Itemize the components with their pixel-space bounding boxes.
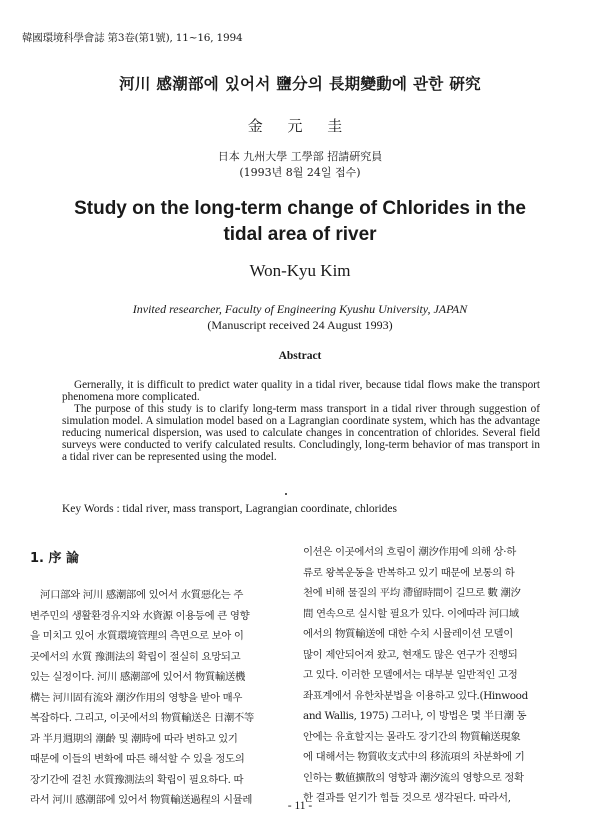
text-line: and Wallis, 1975) 그러나, 이 방법은 몇 半日潮 동 — [303, 710, 527, 722]
text-line: 인하는 數値擴散의 영향과 潮汐流의 영향으로 정확 — [303, 771, 524, 784]
left-column — [30, 585, 290, 811]
abstract-paragraph: Gernerally, it is difficult to predict water quality in a tidal river, because tidal flows make the transport phenomena more complicated. — [62, 379, 540, 403]
journal-citation: 韓國環境科學會誌 第3卷(第1號), 11~16, 1994 — [22, 32, 243, 44]
abstract-heading: Abstract — [278, 350, 322, 362]
korean-received-date: (1993년 8월 24일 접수) — [239, 166, 361, 179]
text-line: 에 대해서는 物質收支式中의 移流項의 차분화에 기 — [303, 751, 525, 763]
text-line: 장기간에 걸친 水質豫測法의 확립이 필요하다. 따 — [30, 773, 244, 786]
text-line: 천에 비해 물질의 平均 滯留時間이 길므로 數 潮汐 — [303, 587, 521, 599]
korean-title: 河川 感潮部에 있어서 鹽分의 長期變動에 관한 硏究 — [119, 75, 481, 93]
abstract-paragraph: The purpose of this study is to clarify long-term mass transport in a tidal river through suggestion of simulation model. A simulation model based on a Lagrangian coordinate system, which has the advantage reducing numerical dispersion, was used to calculate changes in concentration of chlorides. Several field surveys were conducted to verify calculated results. Concludingly, long-term behavior of mas transport in a tidal river can be represented using the model. — [62, 403, 540, 463]
abstract-body — [62, 379, 540, 463]
section-heading: 1. 序 論 — [30, 551, 80, 566]
keywords: Key Words : tidal river, mass transport, Lagrangian coordinate, chlorides — [62, 503, 397, 515]
text-line: 이션은 이곳에서의 흐림이 潮汐作用에 의해 상·하 — [303, 546, 516, 558]
text-line: 많이 제안되어져 왔고, 현재도 많은 연구가 진행되 — [303, 648, 518, 661]
text-line: 을 미치고 있어 水質環境管理의 측면으로 보아 이 — [30, 630, 244, 642]
text-line: 있는 실정이다. 河川 感潮部에 있어서 物質輸送機 — [30, 671, 245, 683]
text-line: 構는 河川固有流와 潮汐作用의 영향을 받아 매우 — [30, 691, 243, 704]
text-line: 라서 河川 感潮部에 있어서 物質輸送過程의 시뮬레 — [30, 794, 253, 806]
text-line: 河口部와 河川 感潮部에 있어서 水質惡化는 주 — [30, 589, 244, 601]
korean-author: 金 元 圭 — [247, 117, 353, 135]
english-received-date: (Manuscript received 24 August 1993) — [207, 318, 393, 332]
text-line: 間 연속으로 실시할 필요가 있다. 이에따라 河口域 — [303, 607, 519, 620]
english-author: Won-Kyu Kim — [249, 261, 351, 280]
text-line: 때문에 이들의 변화에 따른 해석할 수 있을 정도의 — [30, 753, 245, 765]
text-line: 한 결과를 얻기가 힘들 것으로 생각된다. 따라서, — [303, 792, 511, 804]
english-title: Study on the long-term change of Chlorides in the tidal area of river — [74, 198, 526, 245]
text-line: 곳에서의 水質 豫測法의 확립이 절실히 요망되고 — [30, 650, 241, 663]
text-line: 복잡하다. 그리고, 이곳에서의 物質輸送은 日潮不等 — [30, 712, 254, 724]
text-line: 과 半月週期의 潮齡 및 潮時에 따라 변하고 있기 — [30, 732, 238, 745]
right-column — [303, 542, 565, 809]
text-line: 좌표계에서 유한차분법을 이용하고 있다.(Hinwood — [303, 689, 528, 702]
text-line: 고 있다. 이러한 모델에서는 대부분 일반적인 고정 — [303, 669, 518, 681]
text-line: 안에는 유효할지는 몰라도 장기간의 物質輸送現象 — [303, 730, 521, 743]
english-affiliation: Invited researcher, Faculty of Engineering Kyushu University, JAPAN — [132, 302, 468, 316]
text-line: 에서의 物質輸送에 대한 수치 시뮬레이션 모델이 — [303, 628, 513, 640]
text-line: 류로 왕복운동을 반복하고 있기 때문에 보통의 하 — [303, 566, 515, 579]
korean-affiliation: 日本 九州大學 工學部 招請硏究員 — [217, 150, 383, 163]
page-number: - 11 - — [287, 800, 313, 812]
text-line: 변주민의 생활환경유지와 水資源 이용등에 큰 영향 — [30, 609, 250, 622]
separator-dot — [285, 493, 287, 495]
